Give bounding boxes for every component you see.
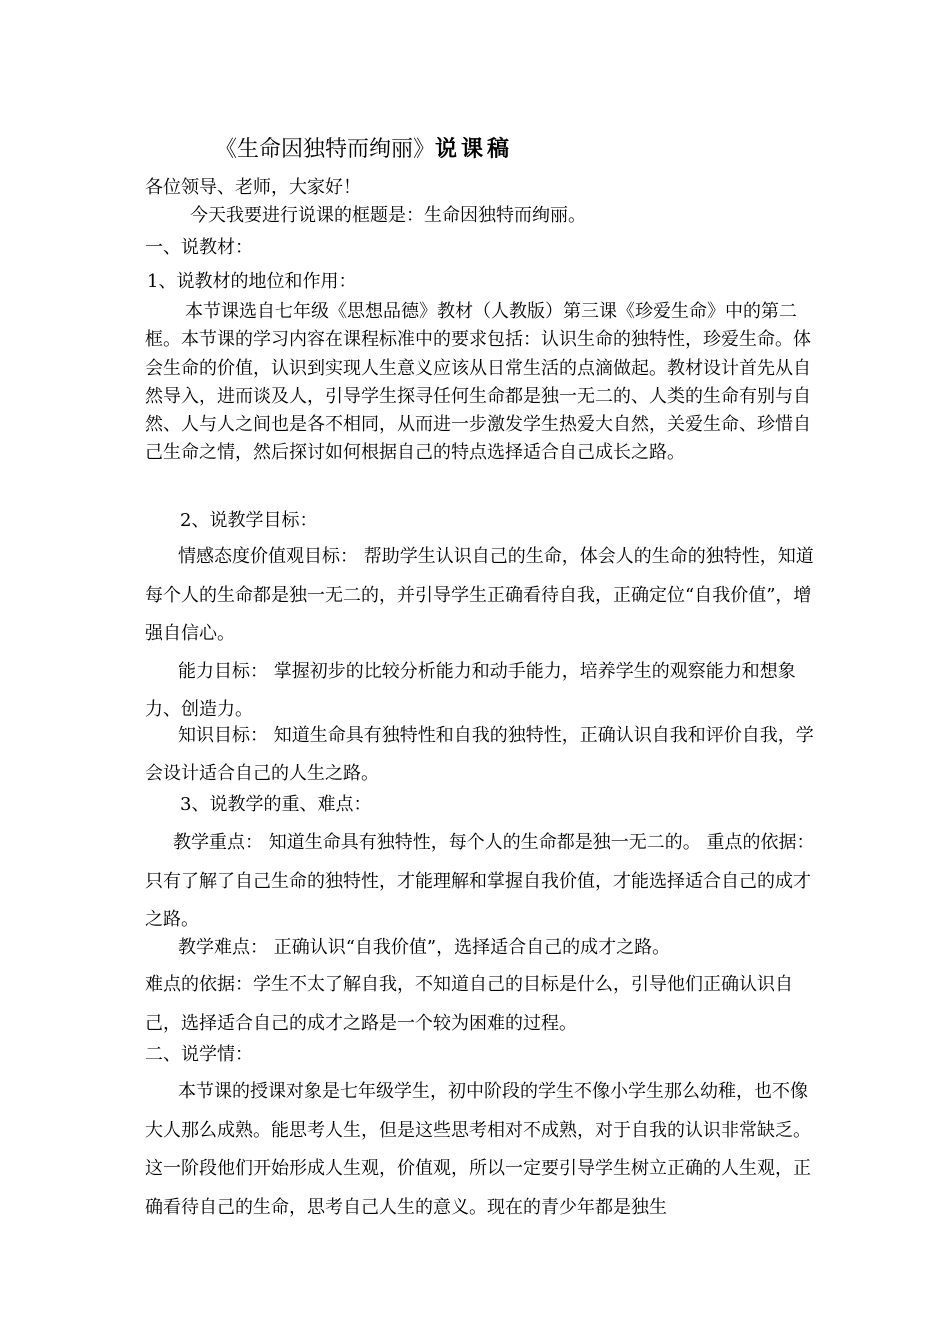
paragraph-difficulty-basis: 难点的依据：学生不太了解自我，不知道自己的目标是什么，引导他们正确认识自己，选择适合自己的成才之路是一个较为困难的过程。 <box>145 974 793 1034</box>
paragraph-emotion-goal: 情感态度价值观目标： 帮助学生认识自己的生命，体会人的生命的独特性，知道每个人的生命都是独一无二的，并引导学生正确看待自我，正确定位“自我价值”，增强自信心。 <box>145 546 814 644</box>
difficulty-line: 教学难点： 正确认识“自我价值”，选择适合自己的成才之路。 <box>178 937 671 958</box>
paragraph-knowledge-goal: 知识目标： 知道生命具有独特性和自我的独特性，正确认识自我和评价自我，学会设计适合自己的人生之路。 <box>145 725 814 784</box>
title-label: 说课稿 <box>435 136 514 162</box>
subheading-key-points: 3、说教学的重、难点： <box>180 794 372 815</box>
section-heading-students: 二、说学情： <box>145 1044 253 1065</box>
paragraph-students: 本节课的授课对象是七年级学生，初中阶段的学生不像小学生那么幼稚，也不像大人那么成熟。能思考人生，但是这些思考相对不成熟，对于自我的认识非常缺乏。这一阶段他们开始形成人生观，价值观，所以一定要引导学生树立正确的人生观，正确看待自己的生命，思考自己人生的意义。现在的青少年都是独生 <box>145 1081 811 1218</box>
intro-line: 今天我要进行说课的框题是：生命因独特而绚丽。 <box>190 205 586 226</box>
title-book-name: 《生命因独特而绚丽》 <box>215 137 436 162</box>
paragraph-ability-goal: 能力目标： 掌握初步的比较分析能力和动手能力，培养学生的观察能力和想象力、创造力。 <box>145 661 796 720</box>
subheading-role: 1、说教材的地位和作用： <box>147 271 357 292</box>
section-heading-materials: 一、说教材： <box>145 237 253 258</box>
paragraph-materials: 本节课选自七年级《思想品德》教材（人教版）第三课《珍爱生命》中的第二框。本节课的学习内容在课程标准中的要求包括：认识生命的独特性，珍爱生命。体会生命的价值，认识到实现人生意义应该从日常生活的点滴做起。教材设计首先从自然导入，进而谈及人，引导学生探寻任何生命都是独一无二的、人类的生命有别与自然、人与人之间也是各不相同，从而进一步激发学生热爱大自然，关爱生命、珍惜自己生命之情，然后探讨如何根据自己的特点选择适合自己成长之路。 <box>145 301 811 464</box>
greeting: 各位领导、老师，大家好！ <box>145 177 361 198</box>
paragraph-key-point: 教学重点： 知道生命具有独特性，每个人的生命都是独一无二的。 重点的依据：只有了解了自己生命的独特性，才能理解和掌握自我价值，才能选择适合自己的成才之路。 <box>145 832 815 930</box>
subheading-goals: 2、说教学目标： <box>180 510 318 531</box>
document-title <box>215 133 513 166</box>
